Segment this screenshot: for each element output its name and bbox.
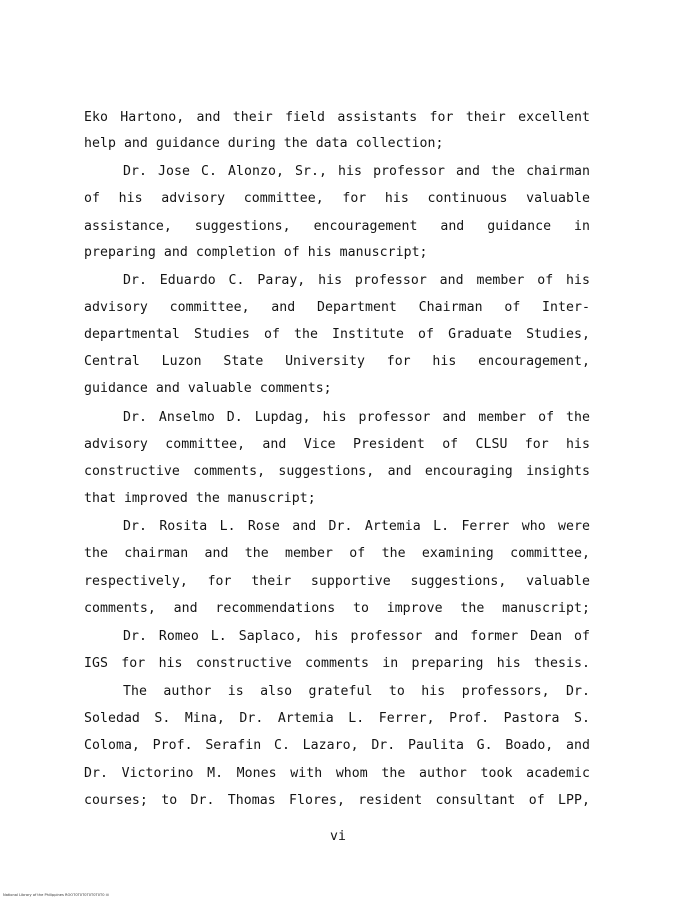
- text-line: advisory committee, and Vice President of CLSU for his: [84, 437, 590, 452]
- text-line: of his advisory committee, for his continuous valuable: [84, 191, 590, 206]
- text-line: Dr. Romeo L. Saplaco, his professor and former Dean of: [123, 629, 590, 644]
- text-line: courses; to Dr. Thomas Flores, resident consultant of LPP,: [84, 793, 590, 808]
- text-line: the chairman and the member of the examining committee,: [84, 546, 590, 561]
- text-line: assistance, suggestions, encouragement and guidance in: [84, 219, 590, 234]
- text-line: IGS for his constructive comments in preparing his thesis.: [84, 656, 590, 671]
- text-line: comments, and recommendations to improve the manuscript;: [84, 601, 590, 616]
- text-line: Dr. Victorino M. Mones with whom the author took academic: [84, 766, 590, 781]
- text-line: Central Luzon State University for his encouragement,: [84, 354, 590, 369]
- text-line: that improved the manuscript;: [84, 491, 316, 506]
- text-line: advisory committee, and Department Chairman of Inter-: [84, 300, 590, 315]
- text-line: guidance and valuable comments;: [84, 381, 332, 396]
- scan-footer-caption: National Library of the Philippines ROOT0T0T0T0T0T0T0 iii: [3, 893, 109, 897]
- page-number: vi: [330, 829, 346, 844]
- text-line: Dr. Anselmo D. Lupdag, his professor and member of the: [123, 410, 590, 425]
- text-line: departmental Studies of the Institute of Graduate Studies,: [84, 327, 590, 342]
- text-line: The author is also grateful to his professors, Dr.: [123, 684, 590, 699]
- text-line: Dr. Rosita L. Rose and Dr. Artemia L. Ferrer who were: [123, 519, 590, 534]
- text-line: Dr. Eduardo C. Paray, his professor and member of his: [123, 273, 590, 288]
- text-line: Coloma, Prof. Serafin C. Lazaro, Dr. Paulita G. Boado, and: [84, 738, 590, 753]
- text-line: Eko Hartono, and their field assistants for their excellent: [84, 110, 590, 125]
- text-line: constructive comments, suggestions, and encouraging insights: [84, 464, 590, 479]
- text-line: help and guidance during the data collection;: [84, 136, 444, 151]
- text-line: Dr. Jose C. Alonzo, Sr., his professor and the chairman: [123, 164, 590, 179]
- text-line: respectively, for their supportive suggestions, valuable: [84, 574, 590, 589]
- text-line: preparing and completion of his manuscript;: [84, 245, 428, 260]
- text-line: Soledad S. Mina, Dr. Artemia L. Ferrer, Prof. Pastora S.: [84, 711, 590, 726]
